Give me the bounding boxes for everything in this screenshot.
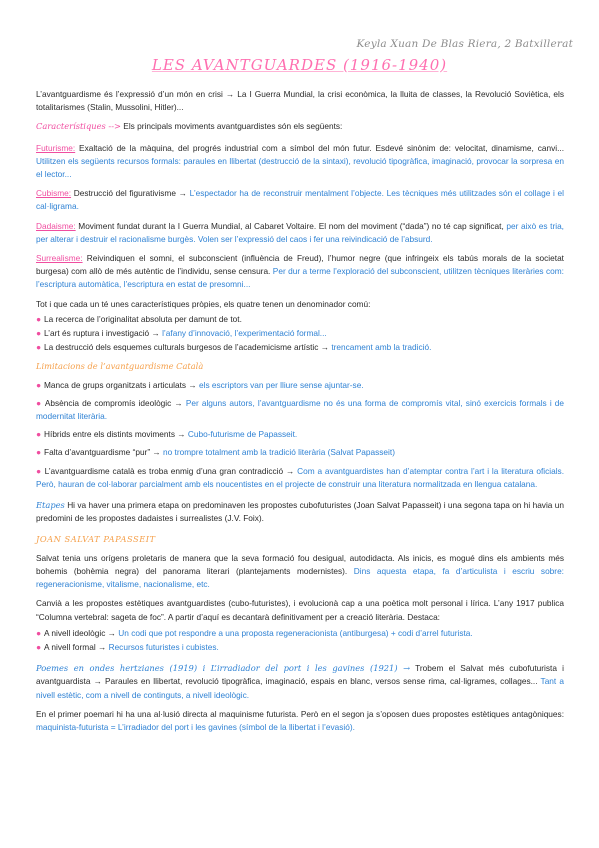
movement-name: Surrealisme: (36, 253, 83, 264)
list-item-text: A nivell ideològic → (44, 627, 116, 638)
list-item (36, 327, 564, 340)
list-item (36, 465, 564, 491)
list-item (36, 641, 564, 654)
list-item-accent: els escriptors van per lliure sense ajuntar-se. (198, 379, 364, 390)
characteristics-heading: Característiques --> (36, 121, 121, 132)
stages-text: Hi va haver una primera etapa on predominaven les propostes cubofuturistes (Joan Salvat Papasseit) i una segona tapa on hi havia un predomini de les propostes dadaistes i surrealistes (J.V. Foix). (36, 500, 564, 524)
list-item (36, 379, 564, 392)
list-item (36, 627, 564, 640)
intro-paragraph: L’avantguardisme és l’expressió d’un món en crisi → La I Guerra Mundial, la crisi econòmica, la lluita de classes, la Revolució Soviètica, els totalitarismes (Stalin, Mussolini, Hitler)... (36, 89, 564, 113)
stages-heading: Etapes (36, 500, 65, 511)
list-item-accent: Cubo-futurisme de Papasseit. (187, 429, 298, 440)
movement-accent: per això es tria, per alterar i destruir el racionalisme burgès. Volen ser l’expressió del caos i fer una reivindicació de l’absurd. (36, 220, 564, 244)
papasseit-heading: JOAN SALVAT PAPASSEIT (36, 534, 156, 545)
characteristics-text: Els principals moviments avantguardistes són els següents: (123, 121, 343, 132)
list-item-text: La recerca de l’originalitat absoluta per damunt de tot. (44, 313, 242, 324)
bullet-icon: ● (36, 465, 42, 476)
list-item-text: Manca de grups organitzats i articulats → (44, 379, 197, 390)
list-item-accent: l’afany d’innovació, l’experimentació formal... (162, 328, 327, 339)
document-body (36, 88, 564, 740)
page-title (0, 56, 599, 74)
last-accent: maquinista-futurista = L’irradiador del port i les gavines (símbol de la llibertat i l’evasió). (36, 721, 355, 732)
bullet-icon: ● (36, 641, 42, 652)
last-text: En el primer poemari hi ha una al·lusió directa al maquinisme futurista. Però en el segon ja s’oposen dues propostes estètiques antagòniques: (36, 708, 564, 719)
list-item (36, 341, 564, 354)
paragraph-accent: Dins aquesta etapa, fa d’articulista i escriu sobre: regeneracionisme, vitalisme, nacionalisme, etc. (36, 565, 564, 590)
list-item-text: Falta d’avantguardisme “pur” → (44, 447, 161, 458)
list-item-accent: Com a avantguardistes han d’atemptar contra l’art i la literatura oficials. Però, hauran de col·laborar parcialment amb els noucentistes en el projecte de construir una literatura normalitzada en llengua catalana. (36, 465, 564, 489)
last-paragraph (36, 708, 564, 734)
bullet-icon: ● (36, 379, 42, 390)
movement-text: Exaltació de la màquina, del progrés industrial com a símbol del món futur. Esdevé sinònim de: velocitat, dinamisme, canvi... (79, 142, 564, 153)
limitations-heading: Limitacions de l’avantguardisme Català (36, 361, 204, 372)
bullet-icon: ● (36, 627, 42, 638)
characteristics-section (36, 120, 564, 133)
movement-dadaisme (36, 220, 564, 246)
papasseit-paragraph-1 (36, 552, 564, 592)
title-text: LES AVANTGUARDES (1916-1940) (151, 56, 448, 74)
list-item-accent: trencament amb la tradició. (331, 342, 432, 353)
paragraph-text: Salvat tenia uns orígens proletaris de manera que la seva formació fou desigual, autodidacta. Als inicis, es mogué dins els ambients més bohemis (bohèmia negra) del panorama literari (plantejaments modernistes). (36, 552, 564, 576)
bullet-icon: ● (36, 313, 42, 324)
list-item (36, 397, 564, 423)
list-item-accent: Recursos futuristes i cubistes. (108, 641, 219, 652)
movement-accent: Per dur a terme l’exploració del subconscient, utilitzen tècniques literàries com: l’escriptura automàtica, l’escriptura en estat de presomni... (36, 266, 564, 290)
poems-heading: Poemes en ondes hertzianes (1919) i L’irradiador del port i les gavines (1921) → (36, 663, 411, 674)
poems-text: Trobem el Salvat més cubofuturista i avantguardista → Paraules en llibertat, revolució tipogràfica, imaginació, espais en blanc, versos sense rima, cal·ligrames, collages... (36, 663, 564, 687)
movement-accent: L’espectador ha de reconstruir mentalment l’objecte. Les tècniques més utilitzades són el collage i el cal·ligrama. (36, 188, 565, 212)
list-item-text: La destrucció dels esquemes culturals burgesos de l’academicisme artístic → (44, 342, 330, 353)
movement-name: Dadaisme: (36, 220, 76, 231)
list-item (36, 313, 564, 326)
movement-futurisme (36, 142, 564, 182)
list-item-accent: Per alguns autors, l’avantguardisme no és una forma de compromís vital, sinó exercicis formals i de modernitat literària. (36, 397, 564, 422)
list-item (36, 446, 564, 459)
list-item-text: L’avantguardisme català es troba enmig d’una gran contradicció → (44, 465, 295, 476)
papasseit-paragraph-2: Canvià a les propostes estètiques avantguardistes (cubo-futuristes), i evolucionà cap a una poètica molt personal i lírica. L’any 1917 publica “Columna vertebral: sageta de foc”. A partir d’aquí es decantarà definitivament per a creació literària. Destaca: (36, 598, 564, 622)
bullet-icon: ● (36, 328, 42, 339)
bullet-icon: ● (36, 429, 42, 440)
list-item-text: Absència de compromís ideològic → (44, 397, 183, 408)
common-intro: Tot i que cada un té unes característiques pròpies, els quatre tenen un denominador comú: (36, 298, 371, 309)
movement-name: Cubisme: (36, 188, 72, 199)
list-item-accent: no trompre totalment amb la tradició literària (Salvat Papasseit) (163, 447, 395, 458)
bullet-icon: ● (36, 342, 42, 353)
movement-text: Reivindiquen el somni, el subconscient (influència de Freud), l’humor negre (que infringeix els tabús morals de la societat burgesa) com allò de més autèntic de l’individu, sense censura. (36, 253, 564, 277)
list-item (36, 428, 564, 441)
bullet-icon: ● (36, 447, 42, 458)
movement-surrealisme (36, 252, 564, 292)
author-line: Keyla Xuan De Blas Riera, 2 Batxillerat (356, 38, 573, 50)
list-item-text: A nivell formal → (44, 641, 107, 652)
movement-text: Destrucció del figurativisme → (73, 188, 187, 199)
poems-accent: Tant a nivell estètic, com a nivell de continguts, a nivell ideològic. (36, 676, 564, 700)
movement-accent: Utilitzen els següents recursos formals: paraules en llibertat (destrucció de la sintaxi), revolució tipogràfica, imaginació, provocar la sorpresa en el lector... (36, 155, 564, 180)
poems-paragraph (36, 662, 564, 702)
movement-text: Moviment fundat durant la I Guerra Mundial, al Cabaret Voltaire. El nom del moviment (“dada”) no té cap significat, (78, 220, 504, 231)
movement-cubisme (36, 187, 564, 213)
list-item-text: L’art és ruptura i investigació → (44, 328, 160, 339)
movement-name: Futurisme: (36, 142, 76, 153)
list-item-text: Híbrids entre els distints moviments → (44, 429, 186, 440)
list-item-accent: Un codi que pot respondre a una proposta regeneracionista (antiburgesa) + codi d’arrel futurista. (118, 627, 473, 638)
stages-paragraph (36, 499, 564, 525)
bullet-icon: ● (36, 397, 42, 408)
